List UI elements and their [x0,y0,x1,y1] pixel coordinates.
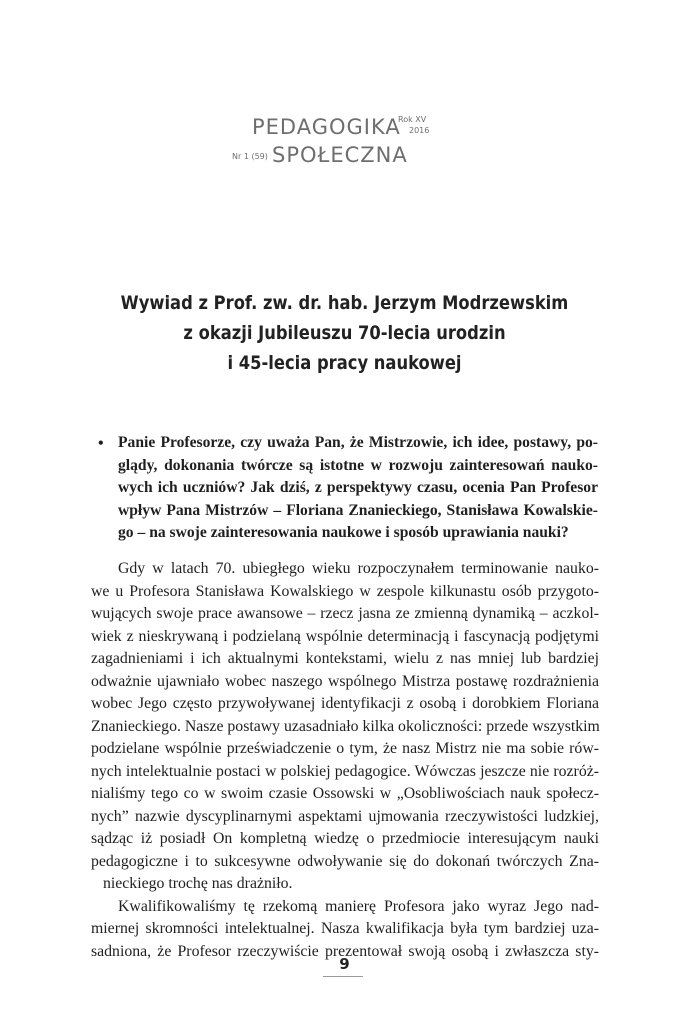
text-line: we u Profesora Stanisława Kowalskiego w zespole kilkunastu osób przygoto- [91,582,599,600]
question-line: Panie Profesorze, czy uważa Pan, że Mistrzowie, ich idee, postawy, po- [118,434,598,451]
question-line: go – na swoje zainteresowania naukowe i sposób uprawiania nauki? [118,524,569,542]
article-title [100,288,589,378]
page-number: 9 [339,955,350,973]
article-title-line: Wywiad z Prof. zw. dr. hab. Jerzym Modrzewskim [120,292,569,314]
text-line: wiek z nieskrywaną i podzielaną wspólnie determinacją i fascynacją podjętymi [91,627,599,645]
text-line: wobec Jego często przywoływanej identyfikacji z osobą i dorobkiem Floriana [91,695,599,712]
text-line: miernej skromności intelektualnej. Nasza kwalifikacja była tym bardziej uza- [91,920,599,937]
text-line: Gdy w latach 70. ubiegłego wieku rozpoczynałem terminowanie nauko- [118,560,599,577]
journal-year: 2016 [409,126,430,135]
answer-paragraph-2 [91,896,599,964]
question-line: glądy, dokonania twórcze są istotne w rozwoju zainteresowań nauko- [118,456,598,474]
text-line: podzielane wspólnie przeświadczenie o tym, że nasz Mistrz nie ma sobie rów- [91,740,599,757]
bullet-icon: • [98,435,104,452]
text-line: nych intelektualnie postaci w polskiej pedagogice. Wówczas jeszcze nie rozróż- [91,762,599,780]
journal-title-line1: PEDAGOGIKA [252,115,401,139]
text-line: odważnie ujawniało wobec naszego wspólnego Mistrza postawę rozdrażnienia [91,672,599,690]
answer-paragraph-1 [91,558,599,896]
journal-issue: Nr 1 (59) [232,152,268,161]
text-line: Znanieckiego. Nasze postawy uzasadniało kilka okoliczności: przede wszystkim [91,717,600,735]
article-title-line: i 45-lecia pracy naukowej [227,352,462,374]
question-line: wpływ Pana Mistrzów – Floriana Znanieckiego, Stanisława Kowalskie- [118,501,598,519]
text-line: nych” nazwie dyscyplinarnymi aspektami ujmowania rzeczywistości ludzkiej, [91,807,599,825]
text-line: nieckiego trochę nas drażniło. [103,875,293,892]
journal-masthead [0,110,689,170]
interview-question [100,432,598,545]
text-line: sadniona, że Profesor rzeczywiście prezentował swoją osobą i zwłaszcza sty- [91,942,599,960]
text-line: pedagogiczne i to sukcesywne odwoływanie się do dokonań twórczych Zna- [91,852,599,870]
answer-body [91,558,599,963]
page-number-rule [323,976,363,977]
journal-volume: Rok XV [398,115,427,124]
question-text [118,432,598,545]
journal-title-line2: SPOŁECZNA [272,143,408,167]
text-line: zagadnieniami i ich aktualnymi kontekstami, wielu z nas mniej lub bardziej [91,650,599,667]
text-line: wujących swoje prace awansowe – rzecz jasna ze zmienną dynamiką – aczkol- [91,605,599,622]
text-line: sądząc iż posiadł On kompletną wiedzę o przedmiocie interesującym nauki [91,830,599,847]
text-line: nialiśmy tego co w swoim czasie Ossowski w „Osobliwościach nauk społecz- [91,785,599,802]
question-line: wych ich uczniów? Jak dziś, z perspektywy czasu, ocenia Pan Profesor [118,479,598,497]
text-line: Kwalifikowaliśmy tę rzekomą manierę Profesora jako wyraz Jego nad- [118,897,599,915]
article-title-line: z okazji Jubileuszu 70-lecia urodzin [183,322,506,344]
